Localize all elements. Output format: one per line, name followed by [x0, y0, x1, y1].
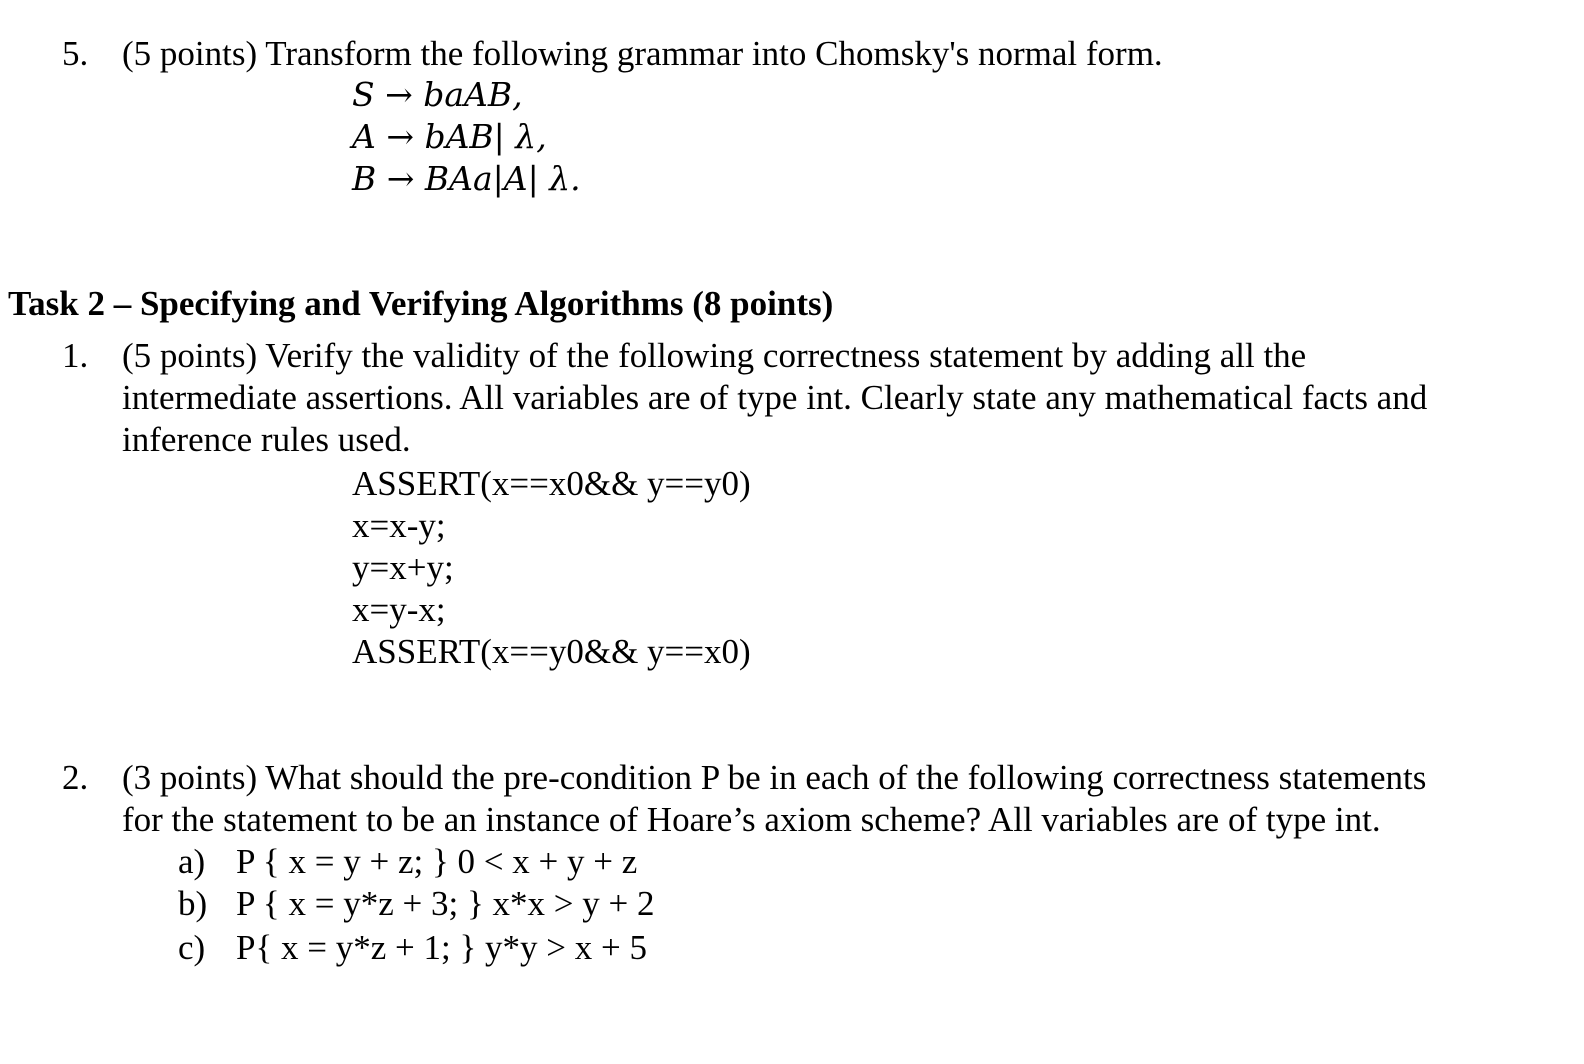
list-item-text: P{ x = y*z + 1; } y*y > x + 5	[236, 928, 648, 967]
grammar-rule: S → baAB,	[352, 75, 523, 114]
question-prompt-line: (5 points) Verify the validity of the following correctness statement by adding all the	[122, 336, 1307, 375]
question-prompt-line: for the statement to be an instance of Hoare’s axiom scheme? All variables are of type int.	[122, 800, 1381, 839]
question-number: 1.	[62, 336, 89, 375]
grammar-rule: B → BAa|A| λ.	[352, 159, 581, 198]
question-number: 2.	[62, 758, 89, 797]
list-item-text: P { x = y + z; } 0 < x + y + z	[236, 842, 638, 881]
question-prompt: (5 points) Transform the following grammar into Chomsky's normal form.	[122, 34, 1163, 73]
list-item-label: a)	[178, 842, 206, 881]
code-line: ASSERT(x==y0&& y==x0)	[352, 632, 751, 671]
question-prompt-line: (3 points) What should the pre-condition P be in each of the following correctness statements	[122, 758, 1427, 797]
code-line: y=x+y;	[352, 548, 454, 587]
grammar-rule: A → bAB| λ,	[352, 117, 547, 156]
section-heading: Task 2 – Specifying and Verifying Algorithms (8 points)	[8, 284, 834, 323]
list-item-label: b)	[178, 884, 208, 923]
question-number: 5.	[62, 34, 89, 73]
code-line: ASSERT(x==x0&& y==y0)	[352, 464, 751, 503]
code-line: x=x-y;	[352, 506, 446, 545]
question-prompt-line: intermediate assertions. All variables are of type int. Clearly state any mathematical facts and	[122, 378, 1428, 417]
question-prompt-line: inference rules used.	[122, 420, 411, 459]
list-item-text: P { x = y*z + 3; } x*x > y + 2	[236, 884, 655, 923]
list-item-label: c)	[178, 928, 206, 967]
code-line: x=y-x;	[352, 590, 446, 629]
